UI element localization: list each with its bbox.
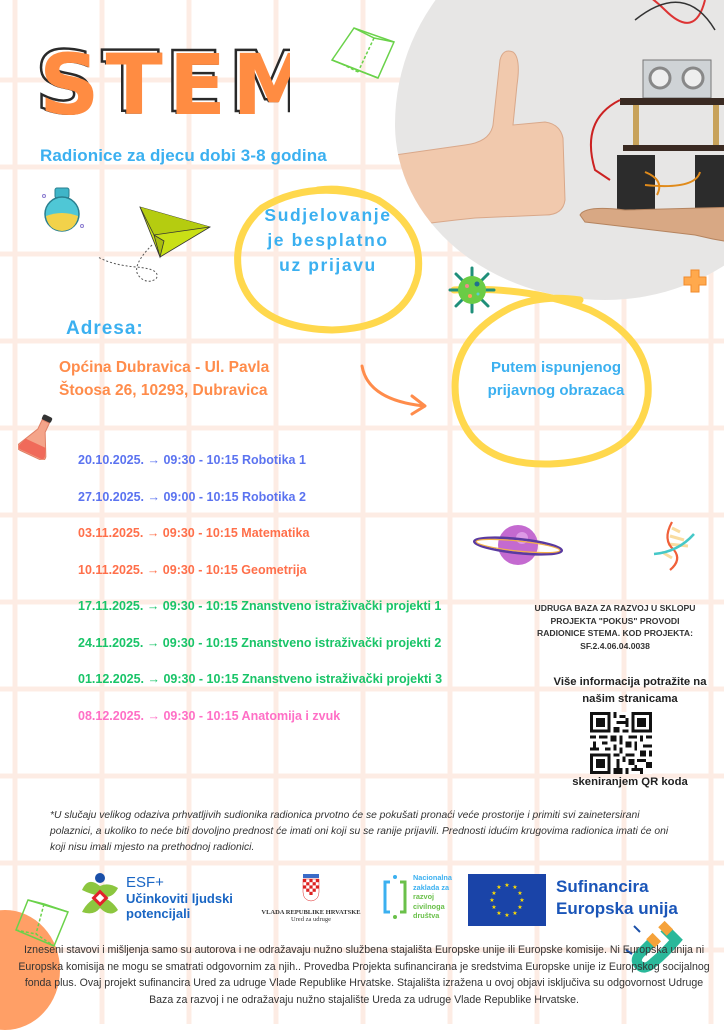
callout-line: je besplatno — [267, 230, 389, 250]
eu-cofinance-text — [556, 876, 678, 920]
eu-disclaimer: Izneseni stavovi i mišljenja samo su autorova i ne odražavaju nužno službena stajališta Europske unije ili Europske komisije. Ni Europska unija ni Europska komisija ne mogu se smatrati odgovornim za njih.. Provedba Projekta sufinancirana je sredstvima Europske unije iz Europskog socijalnog fonda plus. Ovaj projekt sufinancira Ured za udruge Vlade Republike Hrvatske. Stajališta izražena u ovoj objavi isključiva su odgovornost Udruge Baza za razvoj i ne odražavaju nužno stajalište Ureda za udruge Vlade Republike Hrvatske. — [18, 944, 710, 1006]
svg-text:★: ★ — [504, 912, 510, 919]
arrow-icon — [358, 362, 430, 418]
stem-title-fill: STEM — [39, 36, 290, 128]
callout-line: Putem ispunjenog — [490, 359, 621, 376]
zaklada-line: zaklada za — [413, 882, 450, 892]
planet-icon — [472, 520, 564, 570]
project-info — [530, 602, 700, 652]
registration-callout — [460, 356, 652, 402]
svg-text:★: ★ — [504, 882, 510, 889]
zaklada-line: civilnoga — [413, 901, 445, 911]
capacity-note: *U slučaju velikog odaziva prhvatljivih sudionika radionica prvotno će se pokušati pronaći veće prostorije i primiti svi zainetersirani polaznici, a ukoliko to neće biti dovoljno prednost će imati oni koji su se ranije prijavili. Prednosti idućim krugovima radionica imati će oni koji nisu imali mjesto na prethodnoj radionici. — [50, 810, 669, 853]
cube-icon — [330, 24, 400, 86]
schedule-item: 08.12.2025. → 09:30 - 10:15 Anatomija i zvuk — [78, 709, 341, 723]
plus-icon — [682, 268, 708, 294]
eu-flag-icon — [468, 874, 546, 926]
callout-line: Sudjelovanje — [264, 205, 392, 225]
callout-line: prijavnog obrazaca — [487, 382, 625, 399]
free-participation-callout — [238, 203, 418, 278]
zaklada-bracket-icon — [382, 874, 408, 920]
project-info-line: SF.2.4.06.04.0038 — [580, 640, 650, 651]
schedule-item: 24.11.2025. → 09:30 - 10:15 Znanstveno istraživački projekti 2 — [78, 636, 442, 650]
partner-logos — [0, 862, 724, 932]
svg-text:★: ★ — [517, 890, 523, 897]
address-line-2: Štoosa 26, 10293, Dubravica — [59, 382, 268, 399]
schedule-item: 17.11.2025. → 09:30 - 10:15 Znanstveno istraživački projekti 1 — [78, 599, 442, 613]
zaklada-line: razvoj — [413, 892, 435, 902]
svg-text:★: ★ — [512, 884, 518, 891]
schedule-item: 10.11.2025. → 09:30 - 10:15 Geometrija — [78, 563, 307, 577]
round-flask-icon — [38, 186, 88, 236]
subtitle: Radionice za djecu dobi 3-8 godina — [40, 146, 327, 165]
esf-text — [126, 874, 233, 921]
vlada-sub: Ured za udruge — [290, 916, 332, 923]
project-info-line: UDRUGA BAZA ZA RAZVOJ U SKLOPU — [534, 603, 696, 613]
esf-title-text: ESF+ — [126, 874, 164, 891]
zaklada-logo — [382, 874, 408, 925]
schedule-item: 27.10.2025. → 09:00 - 10:15 Robotika 2 — [78, 490, 306, 504]
more-info — [540, 674, 720, 708]
paper-plane-icon — [92, 205, 217, 285]
svg-text:★: ★ — [512, 910, 518, 917]
stem-title-shadow: STEM — [35, 33, 290, 128]
zaklada-line: Nacionalna — [413, 873, 452, 882]
qr-code[interactable] — [590, 712, 652, 774]
svg-text:★: ★ — [496, 884, 502, 891]
svg-text:★: ★ — [496, 910, 502, 917]
address-line-1: Općina Dubravica - Ul. Pavla — [59, 359, 270, 376]
svg-text:★: ★ — [491, 890, 497, 897]
schedule-item: 01.12.2025. → 09:30 - 10:15 Znanstveno istraživački projekti 3 — [78, 672, 443, 686]
svg-text:★: ★ — [491, 904, 497, 911]
vlada-title: VLADA REPUBLIKE HRVATSKE — [261, 909, 361, 916]
vlada-logo — [256, 874, 366, 923]
svg-text:★: ★ — [489, 897, 495, 904]
zaklada-line: društva — [413, 911, 440, 921]
zaklada-text — [413, 873, 452, 921]
eu-line: Europska unija — [556, 899, 678, 918]
virus-icon — [448, 266, 496, 314]
stem-title — [30, 28, 290, 133]
project-info-line: RADIONICE STEMA. KOD PROJEKTA: — [537, 628, 693, 638]
callout-line: uz prijavu — [279, 255, 377, 275]
esf-line: Učinkoviti ljudski — [126, 891, 233, 906]
esf-emblem-icon — [78, 872, 122, 922]
more-info-line: Više informacija potražite na — [553, 676, 707, 688]
stem-title-outline: STEM — [38, 36, 290, 128]
conical-flask-icon — [18, 412, 60, 460]
eu-line: Sufinancira — [556, 877, 649, 896]
svg-text:★: ★ — [517, 904, 523, 911]
esf-title — [126, 874, 233, 891]
qr-caption: skeniranjem QR koda — [572, 776, 688, 788]
esf-line: potencijali — [126, 906, 191, 921]
robot — [590, 0, 724, 218]
schedule-item: 03.11.2025. → 09:30 - 10:15 Matematika — [78, 526, 310, 540]
dna-icon — [650, 520, 696, 572]
croatian-coat-of-arms-icon — [301, 874, 321, 902]
more-info-line: našim stranicama — [582, 693, 678, 705]
esf-logo — [78, 872, 122, 927]
svg-text:★: ★ — [519, 897, 525, 904]
address-label: Adresa: — [66, 318, 144, 339]
schedule-item: 20.10.2025. → 09:30 - 10:15 Robotika 1 — [78, 453, 306, 467]
project-info-line: PROJEKTA "POKUS" PROVODI — [550, 615, 680, 626]
